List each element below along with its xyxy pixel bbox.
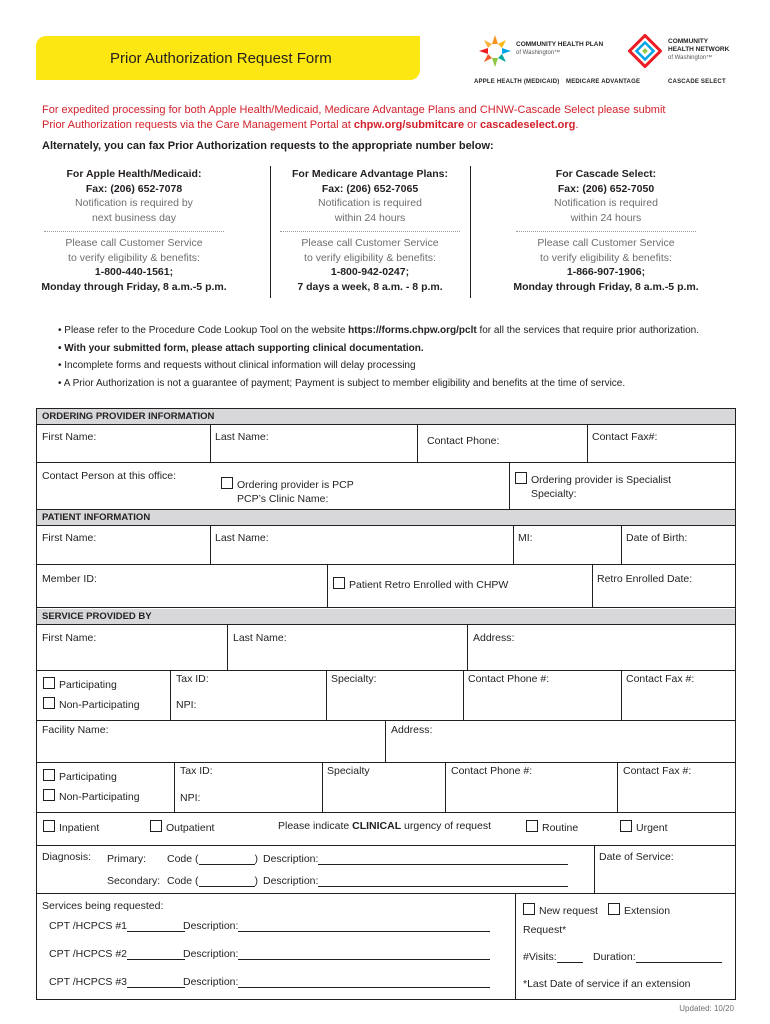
cpt1-input[interactable] bbox=[127, 931, 185, 932]
phone-number: 1-866-907-1906; bbox=[566, 266, 646, 278]
last-date-label: *Last Date of service if an extension bbox=[523, 978, 691, 990]
code-open: Code ( bbox=[167, 853, 199, 865]
secondary-description-input[interactable] bbox=[318, 886, 568, 887]
divider bbox=[174, 762, 175, 812]
cpt1-description-field[interactable] bbox=[183, 920, 490, 932]
bullet-3: • Incomplete forms and requests without clinical information will delay processing bbox=[58, 360, 416, 371]
divider bbox=[37, 564, 735, 565]
new-request-label: New request bbox=[539, 905, 598, 917]
code-close: ) bbox=[254, 853, 259, 865]
divider bbox=[37, 893, 735, 894]
code-open: Code ( bbox=[167, 875, 199, 887]
member-id-label: Member ID: bbox=[42, 573, 97, 585]
cpt2-label: CPT /HCPCS #2 bbox=[49, 948, 127, 960]
divider bbox=[592, 564, 593, 607]
logo2-line1: COMMUNITY bbox=[668, 38, 709, 45]
divider bbox=[467, 625, 468, 670]
hours: Monday through Friday, 8 a.m.-5 p.m. bbox=[41, 280, 227, 293]
non-participating-checkbox-2[interactable] bbox=[43, 789, 55, 801]
divider bbox=[445, 762, 446, 812]
urgency-pre: Please indicate bbox=[278, 820, 353, 832]
primary-label: Primary: bbox=[107, 853, 147, 865]
ordering-contact-fax-label: Contact Fax#: bbox=[592, 431, 658, 443]
retro-date-label: Retro Enrolled Date: bbox=[597, 573, 693, 585]
portal-link[interactable]: chpw.org/submitcare bbox=[353, 119, 465, 131]
divider bbox=[37, 462, 735, 463]
specialist-checkbox[interactable] bbox=[515, 472, 527, 484]
hours: 7 days a week, 8 a.m. - 8 p.m. bbox=[297, 280, 443, 293]
non-participating-label-2: Non-Participating bbox=[59, 791, 140, 803]
specialist-option[interactable] bbox=[515, 472, 671, 486]
bullet-4: • A Prior Authorization is not a guarantee of payment; Payment is subject to member eligibility and benefits at the time of service. bbox=[58, 377, 626, 389]
cpt2-description-input[interactable] bbox=[238, 959, 490, 960]
ordering-section-header: ORDERING PROVIDER INFORMATION bbox=[37, 409, 735, 425]
divider bbox=[37, 607, 735, 608]
facility-name-label: Facility Name: bbox=[42, 724, 109, 736]
divider bbox=[327, 564, 328, 607]
pclt-link[interactable]: https://forms.chpw.org/pclt bbox=[348, 325, 477, 336]
call-text: to verify eligibility & benefits: bbox=[68, 251, 200, 264]
fax-note: next business day bbox=[91, 211, 177, 224]
extension-checkbox[interactable] bbox=[608, 903, 620, 915]
patient-dob-label: Date of Birth: bbox=[626, 532, 688, 544]
cascade-link[interactable]: cascadeselect.org bbox=[479, 119, 576, 131]
divider bbox=[621, 526, 622, 564]
divider bbox=[515, 893, 516, 999]
logo2-line2: HEALTH NETWORK bbox=[668, 46, 730, 53]
logo2-sub: of Washington™ bbox=[668, 55, 713, 61]
urgency-bold: CLINICAL bbox=[352, 820, 402, 832]
cpt3-label: CPT /HCPCS #3 bbox=[49, 976, 127, 988]
patient-mi-label: MI: bbox=[518, 532, 533, 544]
divider bbox=[617, 762, 618, 812]
secondary-label: Secondary: bbox=[107, 875, 161, 887]
fax-column-apple bbox=[34, 167, 234, 294]
fax-note: Notification is required bbox=[318, 197, 422, 209]
logo1-name: COMMUNITY HEALTH PLAN bbox=[516, 41, 604, 48]
ordering-last-name-label: Last Name: bbox=[215, 431, 269, 443]
cpt3-input[interactable] bbox=[127, 987, 185, 988]
fax-heading: For Apple Health/Medicaid: bbox=[66, 168, 202, 180]
contact-person-label: Contact Person at this office: bbox=[42, 470, 177, 482]
column-divider bbox=[470, 166, 471, 298]
inpatient-checkbox[interactable] bbox=[43, 820, 55, 832]
fax-note: Notification is required by bbox=[75, 197, 193, 209]
primary-description-input[interactable] bbox=[318, 864, 568, 865]
fax-heading: For Medicare Advantage Plans: bbox=[292, 168, 448, 180]
service-contact-phone-label: Contact Phone #: bbox=[468, 673, 550, 685]
secondary-code-input[interactable] bbox=[199, 886, 255, 887]
phone-number: 1-800-440-1561; bbox=[94, 266, 174, 278]
participating-label-2: Participating bbox=[59, 771, 117, 783]
call-text: Please call Customer Service bbox=[65, 237, 203, 249]
divider bbox=[37, 845, 735, 846]
pcp-checkbox[interactable] bbox=[221, 477, 233, 489]
fax-number: Fax: (206) 652-7050 bbox=[557, 182, 655, 195]
service-last-name-label: Last Name: bbox=[233, 632, 287, 644]
routine-checkbox[interactable] bbox=[526, 820, 538, 832]
facility-address-label: Address: bbox=[391, 724, 433, 736]
divider bbox=[594, 845, 595, 893]
primary-code-input[interactable] bbox=[199, 864, 255, 865]
call-text: Please call Customer Service bbox=[537, 237, 675, 249]
participating-option-2[interactable] bbox=[43, 769, 117, 783]
visits-label: #Visits: bbox=[523, 951, 557, 963]
divider bbox=[37, 670, 735, 671]
bullet-1-pre: • Please refer to the Procedure Code Lookup Tool on the website bbox=[58, 325, 349, 336]
divider bbox=[587, 425, 588, 462]
participating-label: Participating bbox=[59, 679, 117, 691]
inpatient-label: Inpatient bbox=[59, 822, 100, 834]
urgency-post: urgency of request bbox=[401, 820, 492, 832]
code-close: ) bbox=[254, 875, 259, 887]
non-participating-checkbox[interactable] bbox=[43, 697, 55, 709]
description-label: Description: bbox=[183, 976, 239, 988]
urgent-label: Urgent bbox=[636, 822, 668, 834]
visits-field[interactable] bbox=[523, 951, 583, 963]
cpt1-field[interactable] bbox=[49, 920, 185, 932]
logo1-sub: of Washington™ bbox=[516, 50, 561, 56]
extension-label: Extension bbox=[624, 905, 671, 917]
service-specialty-label-2: Specialty bbox=[327, 765, 370, 777]
divider bbox=[509, 462, 510, 509]
description-label: Description: bbox=[183, 948, 239, 960]
duration-input[interactable] bbox=[636, 962, 722, 963]
tax-id-label-2: Tax ID: bbox=[180, 765, 213, 777]
divider bbox=[513, 526, 514, 564]
non-participating-option[interactable] bbox=[43, 697, 140, 711]
divider bbox=[37, 720, 735, 721]
divider bbox=[210, 425, 211, 462]
divider bbox=[385, 720, 386, 762]
outpatient-label: Outpatient bbox=[166, 822, 215, 834]
divider bbox=[37, 762, 735, 763]
fax-column-cascade bbox=[506, 167, 706, 294]
patient-first-name-label: First Name: bbox=[42, 532, 97, 544]
divider bbox=[44, 231, 224, 232]
intro-text bbox=[42, 103, 665, 133]
page-title: Prior Authorization Request Form bbox=[110, 50, 332, 67]
participating-checkbox-2[interactable] bbox=[43, 769, 55, 781]
call-text: to verify eligibility & benefits: bbox=[540, 251, 672, 264]
fax-column-medicare bbox=[270, 167, 470, 294]
services-requested-label: Services being requested: bbox=[42, 900, 164, 912]
cpt2-input[interactable] bbox=[127, 959, 185, 960]
chpw-logo-icon bbox=[478, 34, 512, 68]
cpt1-description-input[interactable] bbox=[238, 931, 490, 932]
retro-label: Patient Retro Enrolled with CHPW bbox=[349, 579, 509, 591]
visits-input[interactable] bbox=[557, 962, 583, 963]
divider bbox=[516, 231, 696, 232]
tax-id-label: Tax ID: bbox=[176, 673, 209, 685]
service-specialty-label: Specialty: bbox=[331, 673, 377, 685]
service-contact-fax-label: Contact Fax #: bbox=[626, 673, 695, 685]
participating-checkbox[interactable] bbox=[43, 677, 55, 689]
routine-option[interactable] bbox=[526, 820, 578, 834]
service-contact-phone-label-2: Contact Phone #: bbox=[451, 765, 533, 777]
phone-number: 1-800-942-0247; bbox=[330, 266, 410, 278]
divider bbox=[417, 425, 418, 462]
routine-label: Routine bbox=[542, 822, 579, 834]
fax-note: Notification is required bbox=[554, 197, 658, 209]
description-label: Description: bbox=[263, 875, 319, 887]
hours: Monday through Friday, 8 a.m.-5 p.m. bbox=[513, 280, 699, 293]
date-of-service-label: Date of Service: bbox=[599, 851, 674, 863]
pcp-label: Ordering provider is PCP bbox=[237, 479, 354, 491]
intro-line2-pre: Prior Authorization requests via the Care Management Portal at bbox=[42, 119, 354, 131]
primary-code-field[interactable] bbox=[167, 853, 258, 865]
divider bbox=[463, 670, 464, 720]
retro-option[interactable] bbox=[333, 577, 508, 591]
service-first-name-label: First Name: bbox=[42, 632, 97, 644]
bullet-1 bbox=[58, 322, 699, 340]
bullet-2: • With your submitted form, please attach supporting clinical documentation. bbox=[58, 342, 424, 354]
fax-heading: For Cascade Select: bbox=[555, 168, 657, 180]
patient-last-name-label: Last Name: bbox=[215, 532, 269, 544]
cpt3-description-field[interactable] bbox=[183, 976, 490, 988]
secondary-code-field[interactable] bbox=[167, 875, 258, 887]
new-request-checkbox[interactable] bbox=[523, 903, 535, 915]
secondary-description-field[interactable] bbox=[263, 875, 568, 887]
divider bbox=[210, 526, 211, 564]
specialist-label: Ordering provider is Specialist bbox=[531, 474, 672, 486]
divider bbox=[227, 625, 228, 670]
fax-intro: Alternately, you can fax Prior Authorization requests to the appropriate number below: bbox=[42, 140, 494, 152]
service-address-label: Address: bbox=[473, 632, 515, 644]
updated-note: Updated: 10/20 bbox=[679, 1004, 734, 1013]
ordering-contact-phone-label: Contact Phone: bbox=[427, 435, 500, 447]
divider bbox=[280, 231, 460, 232]
cpt2-description-field[interactable] bbox=[183, 948, 490, 960]
npi-label: NPI: bbox=[176, 699, 197, 711]
cpt3-field[interactable] bbox=[49, 976, 185, 988]
description-label: Description: bbox=[263, 853, 319, 865]
non-participating-label: Non-Participating bbox=[59, 699, 140, 711]
call-text: Please call Customer Service bbox=[301, 237, 439, 249]
plan-medicare: MEDICARE ADVANTAGE bbox=[566, 79, 641, 85]
divider bbox=[326, 670, 327, 720]
diagnosis-label: Diagnosis: bbox=[42, 851, 92, 863]
instruction-bullets bbox=[58, 322, 699, 392]
plan-apple: APPLE HEALTH (MEDICAID) bbox=[474, 79, 560, 85]
urgency-label bbox=[278, 820, 491, 832]
intro-line1: For expedited processing for both Apple Health/Medicaid, Medicare Advantage Plans and CHNW-Cascade Select please submit bbox=[42, 104, 666, 116]
cpt3-description-input[interactable] bbox=[238, 987, 490, 988]
chnw-logo-icon bbox=[628, 34, 662, 68]
service-contact-fax-label-2: Contact Fax #: bbox=[623, 765, 692, 777]
primary-description-field[interactable] bbox=[263, 853, 568, 865]
duration-field[interactable] bbox=[593, 951, 722, 963]
urgent-option[interactable] bbox=[620, 820, 668, 834]
outpatient-option[interactable] bbox=[150, 820, 214, 834]
new-request-option[interactable] bbox=[523, 903, 598, 917]
ordering-first-name-label: First Name: bbox=[42, 431, 97, 443]
retro-checkbox[interactable] bbox=[333, 577, 345, 589]
fax-note: within 24 hours bbox=[334, 211, 406, 224]
pcp-clinic-label: PCP’s Clinic Name: bbox=[237, 493, 329, 505]
urgent-checkbox[interactable] bbox=[620, 820, 632, 832]
non-participating-option-2[interactable] bbox=[43, 789, 140, 803]
cpt2-field[interactable] bbox=[49, 948, 185, 960]
fax-number: Fax: (206) 652-7065 bbox=[321, 182, 419, 195]
outpatient-checkbox[interactable] bbox=[150, 820, 162, 832]
divider bbox=[322, 762, 323, 812]
divider bbox=[37, 812, 735, 813]
plan-cascade: CASCADE SELECT bbox=[668, 79, 726, 85]
authorization-form bbox=[36, 408, 736, 1000]
pcp-option[interactable] bbox=[221, 477, 354, 491]
extension-option[interactable] bbox=[608, 903, 670, 917]
fax-note: within 24 hours bbox=[570, 211, 642, 224]
divider bbox=[170, 670, 171, 720]
duration-label: Duration: bbox=[593, 951, 636, 963]
inpatient-option[interactable] bbox=[43, 820, 99, 834]
npi-label-2: NPI: bbox=[180, 792, 201, 804]
request-label: Request* bbox=[523, 924, 567, 936]
intro-period: . bbox=[575, 119, 579, 131]
intro-or: or bbox=[464, 119, 480, 131]
intro-line2 bbox=[42, 118, 665, 133]
service-section-header: SERVICE PROVIDED BY bbox=[37, 609, 735, 625]
description-label: Description: bbox=[183, 920, 239, 932]
patient-section-header: PATIENT INFORMATION bbox=[37, 510, 735, 526]
divider bbox=[621, 670, 622, 720]
ordering-specialty-label: Specialty: bbox=[531, 488, 577, 500]
fax-number: Fax: (206) 652-7078 bbox=[85, 182, 183, 195]
participating-option[interactable] bbox=[43, 677, 117, 691]
call-text: to verify eligibility & benefits: bbox=[304, 251, 436, 264]
bullet-1-post: for all the services that require prior authorization. bbox=[476, 325, 700, 336]
cpt1-label: CPT /HCPCS #1 bbox=[49, 920, 127, 932]
